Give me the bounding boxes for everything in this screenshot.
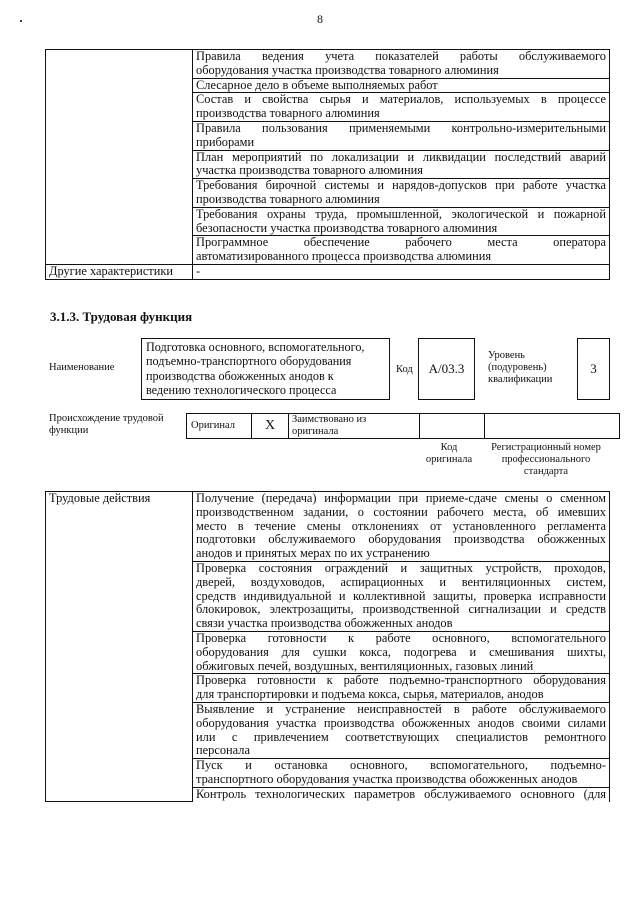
scan-speck	[20, 20, 22, 22]
table-cell: Проверка состояния ограждений и защитных устройств, проходов, дверей, воздуховодов, аспирационных и вентиляционных систем, средств индивидуальной и коллективной защиты, проверка исправности блокировок, электрозащиты, производственной сигнализации и средств связи участка производства обожженных анодов	[193, 561, 610, 631]
table-cell: Правила ведения учета показателей работы обслуживаемого оборудования участка производства товарного алюминия	[193, 50, 610, 79]
original-mark-cell: X	[252, 414, 289, 439]
table-cell: Проверка готовности к работе подъемно-транспортного оборудования для транспортировки и подъема кокса, сырья, материалов, анодов	[193, 674, 610, 703]
table-cell: Правила пользования применяемыми контрольно-измерительными приборами	[193, 121, 610, 150]
original-code-cell	[420, 414, 485, 439]
qualification-level-label: Уровень (подуровень) квалификации	[488, 350, 553, 385]
table-row	[46, 264, 610, 279]
code-value-box: А/03.3	[418, 338, 475, 400]
original-cell: Оригинал	[187, 414, 252, 439]
table-cell: Слесарное дело в объеме выполняемых работ	[193, 78, 610, 93]
table-cell: Программное обеспечение рабочего места оператора автоматизированного процесса производства алюминия	[193, 236, 610, 265]
labor-actions-label: Трудовые действия	[46, 492, 193, 802]
knowledge-table	[45, 49, 610, 280]
table-cell: План мероприятий по локализации и ликвидации последствий аварий участка производства товарного алюминия	[193, 150, 610, 179]
table-cell: Получение (передача) информации при приеме-сдаче смены о сменном производственном задании, о состоянии рабочего места, об имевших место в течение смены отклонениях от установленного регламента подготовки обслуживаемого оборудования производства обожженных анодов и принятых мерах по их устранению	[193, 492, 610, 562]
table-cell: Состав и свойства сырья и материалов, используемых в процессе производства товарного алюминия	[193, 93, 610, 122]
page-number: 8	[317, 12, 323, 26]
other-characteristics-label: Другие характеристики	[46, 264, 193, 279]
table-cell: Пуск и остановка основного, вспомогательного, подъемно- транспортного оборудования участка производства обожженных анодов	[193, 759, 610, 788]
name-label: Наименование	[49, 362, 115, 373]
section-heading: 3.1.3. Трудовая функция	[50, 309, 193, 324]
table-label-cell	[46, 50, 193, 265]
table-cell: Требования бирочной системы и нарядов-допусков при работе участка производства товарного алюминия	[193, 179, 610, 208]
table-cell: Выявление и устранение неисправностей в работе обслуживаемого оборудования участка производства обожженных анодов своими силами или с привлечением соответствующих специалистов ремонтного персонала	[193, 702, 610, 758]
table-cell: Контроль технологических параметров обслуживаемого основного (для	[193, 787, 610, 801]
qualification-level-box: 3	[577, 338, 610, 400]
original-code-caption: Код оригинала	[425, 442, 473, 465]
function-name-box: Подготовка основного, вспомогательного, подъемно-транспортного оборудования производства обожженных анодов к ведению технологического процесса	[141, 338, 390, 400]
registration-number-cell	[485, 414, 620, 439]
origin-label: Происхождение трудовой функции	[49, 413, 164, 436]
table-row	[46, 50, 610, 79]
table-cell: Требования охраны труда, промышленной, экологической и пожарной безопасности участка производства товарного алюминия	[193, 207, 610, 236]
origin-table	[186, 413, 620, 439]
registration-number-caption: Регистрационный номер профессионального стандарта	[491, 442, 601, 477]
labor-actions-table	[45, 491, 610, 802]
table-row	[187, 414, 620, 439]
other-characteristics-value: -	[193, 264, 610, 279]
table-cell: Проверка готовности к работе основного, вспомогательного оборудования для сушки кокса, подогрева и смешивания шихты, обжиговых печей, воздушных, вентиляционных, газовых линий	[193, 631, 610, 673]
borrowed-cell: Заимствовано из оригинала	[289, 414, 420, 439]
code-label: Код	[396, 364, 413, 375]
table-row	[46, 492, 610, 562]
